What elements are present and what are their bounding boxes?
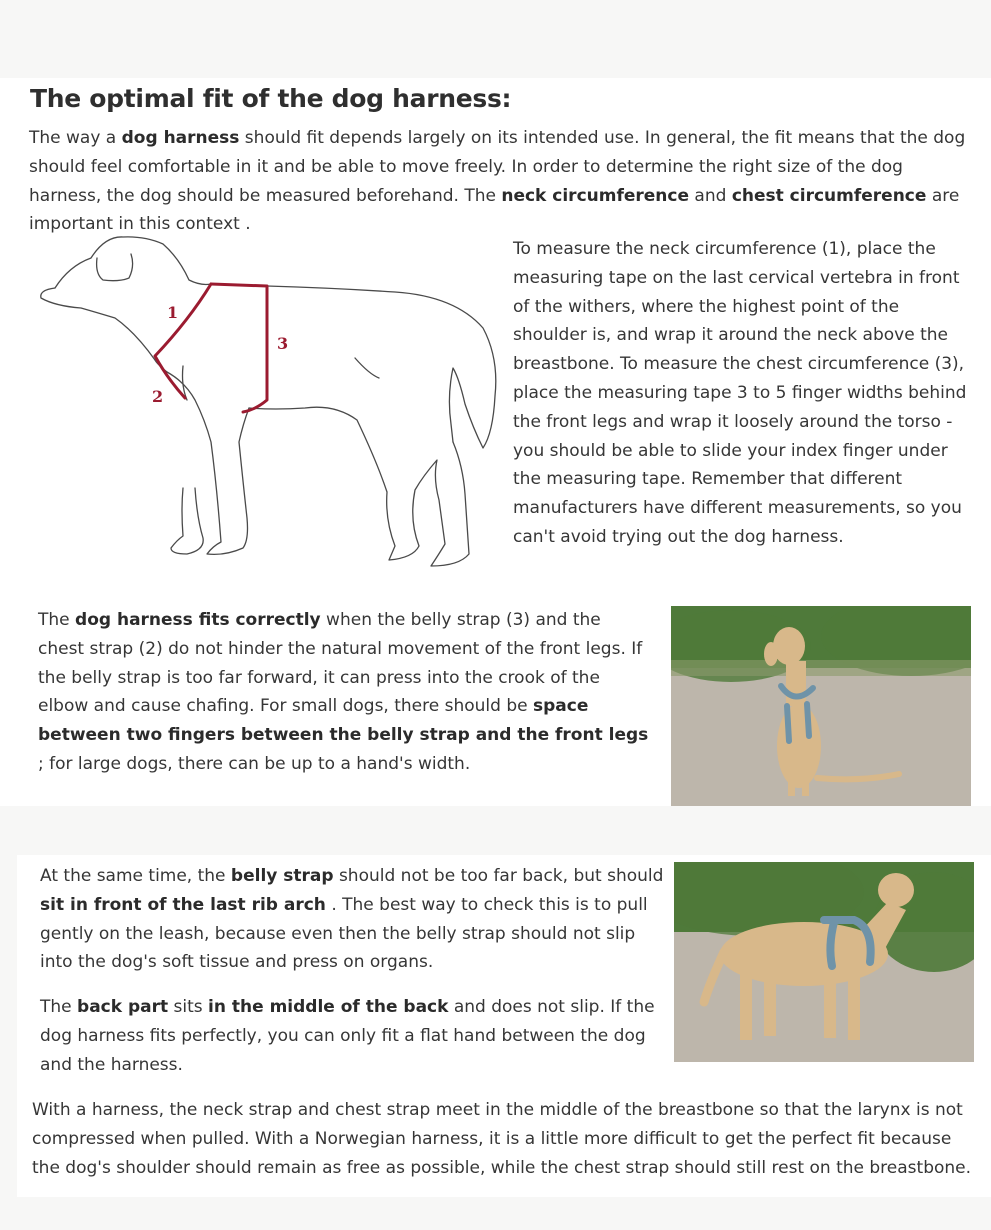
strap-label-3: 3 — [277, 334, 289, 353]
measuring-instructions — [513, 235, 978, 552]
text-run: should not be too far back, but should — [333, 866, 664, 886]
bold-text: sit in front of the last rib arch — [40, 894, 326, 915]
strap-label-1: 1 — [167, 303, 179, 322]
bold-text: chest circumference — [731, 185, 927, 206]
sitting-dog-photo — [671, 606, 971, 806]
bold-text: in the middle of the back — [208, 997, 449, 1017]
text-run: The — [40, 997, 78, 1017]
text-run: The — [38, 610, 76, 630]
text-run: The way a — [29, 128, 122, 148]
text-run: To measure the neck circumference (1), place the measuring tape on the last cervical vertebra in front of the withers, where the highest point of the shoulder is, and wrap it around the neck above the breastbone. To measure the chest circumference (3), place the measuring tape 3 to 5 finger widths behind the front legs and wrap it loosely around the torso - you should be able to slide your index finger under the measuring tape. Remember that different manufacturers have different measurements, so you can't avoid trying out the dog harness. — [513, 239, 967, 547]
text-run: are important in this context . — [29, 185, 960, 235]
belly-strap-paragraph — [40, 862, 666, 977]
fit-paragraph — [38, 606, 650, 779]
bold-text: dog harness — [121, 128, 240, 148]
dog-measurement-diagram — [35, 228, 500, 570]
harness-breastbone-paragraph — [32, 1096, 982, 1182]
bold-text: space between two fingers between the belly strap and the front legs — [38, 696, 649, 746]
intro-paragraph — [29, 124, 974, 239]
text-run: and — [689, 185, 732, 206]
bold-text: belly strap — [230, 866, 334, 886]
bold-text: neck circumference — [501, 185, 690, 206]
text-run: At the same time, the — [40, 866, 231, 886]
text-run: should fit depends largely on its intended use. In general, the fit means that the dog should feel comfortable in it and be able to move freely. In order to determine the right size of the dog harness, the dog should be measured beforehand. The — [29, 128, 966, 206]
page-title: The optimal fit of the dog harness: — [30, 84, 512, 113]
standing-dog-photo — [674, 862, 974, 1062]
text-run: sits — [168, 997, 209, 1017]
text-run: With a harness, the neck strap and chest strap meet in the middle of the breastbone so that the larynx is not compressed when pulled. With a Norwegian harness, it is a little more difficult to get the perfect fit because the dog's shoulder should remain as free as possible, while the chest strap should still rest on the breastbone. — [32, 1100, 972, 1178]
back-part-paragraph — [40, 993, 666, 1079]
text-run: . The best way to check this is to pull gently on the leash, because even then the belly strap should not slip into the dog's soft tissue and press on organs. — [40, 894, 648, 973]
text-run: and does not slip. If the dog harness fits perfectly, you can only fit a flat hand between the dog and the harness. — [40, 997, 655, 1075]
text-run: ; for large dogs, there can be up to a hand's width. — [38, 753, 471, 774]
text-run: when the belly strap (3) and the chest strap (2) do not hinder the natural movement of the front legs. If the belly strap is too far forward, it can press into the crook of the elbow and cause chafing. For small dogs, there should be — [38, 610, 643, 717]
bold-text: back part — [77, 997, 169, 1017]
strap-label-2: 2 — [152, 387, 164, 406]
bold-text: dog harness fits correctly — [75, 610, 321, 630]
